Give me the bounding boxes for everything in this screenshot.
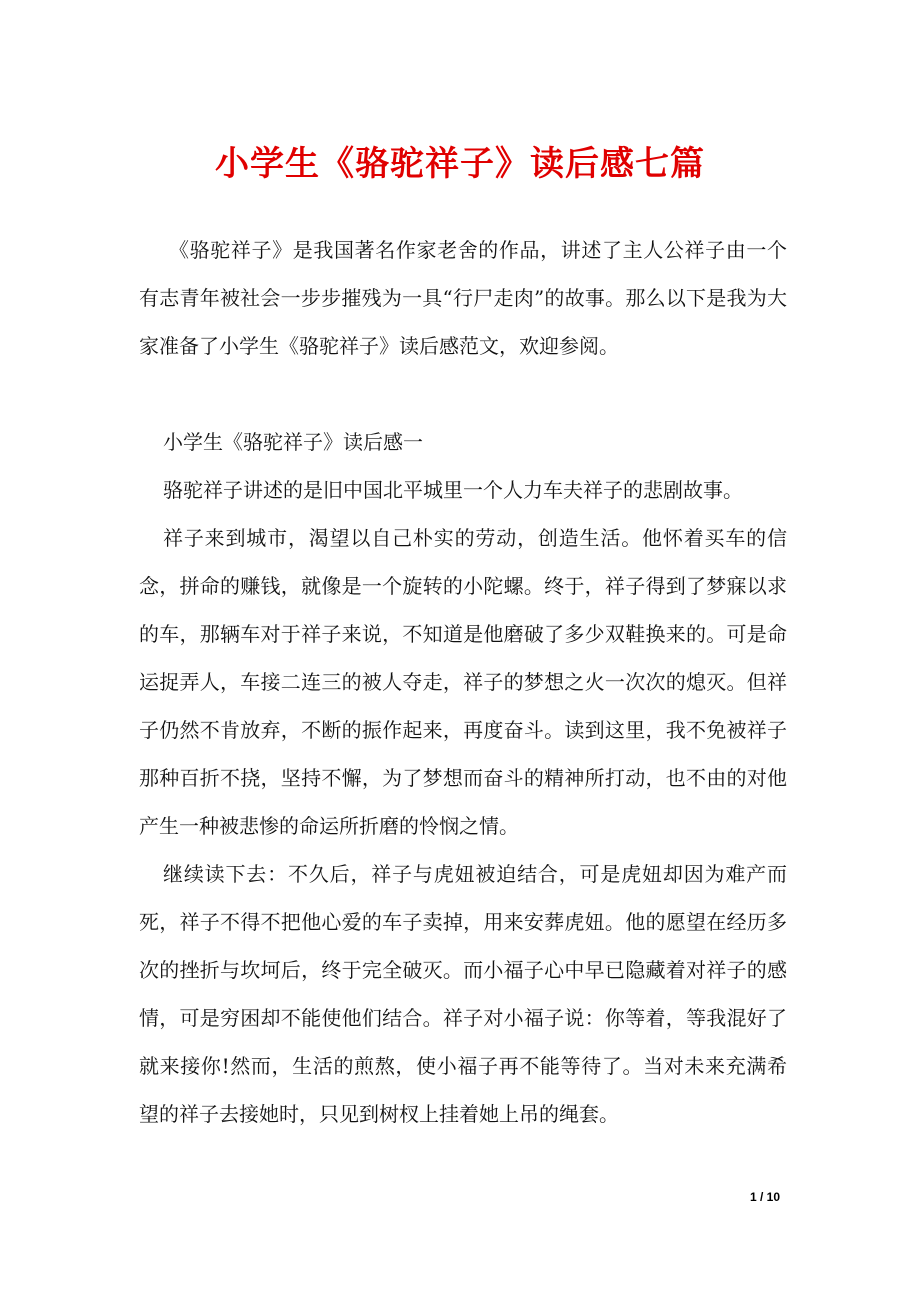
body-paragraph: 骆驼祥子讲述的是旧中国北平城里一个人力车夫祥子的悲剧故事。 [163,478,743,502]
section-heading: 小学生《骆驼祥子》读后感一 [163,430,423,454]
document-title: 小学生《骆驼祥子》读后感七篇 [215,144,705,184]
intro-paragraph: 《骆驼祥子》是我国著名作家老舍的作品，讲述了主人公祥子由一个有志青年被社会一步步摧残为一具“行尸走肉”的故事。那么以下是我为大家准备了小学生《骆驼祥子》读后感范文，欢迎参阅。 [139,238,787,358]
page-number: 1 / 10 [749,1190,780,1204]
body-paragraph: 祥子来到城市，渴望以自己朴实的劳动，创造生活。他怀着买车的信念，拼命的赚钱，就像是一个旋转的小陀螺。终于，祥子得到了梦寐以求的车，那辆车对于祥子来说，不知道是他磨破了多少双鞋换来的。可是命运捉弄人，车接二连三的被人夺走，祥子的梦想之火一次次的熄灭。但祥子仍然不肯放弃，不断的振作起来，再度奋斗。读到这里，我不免被祥子那种百折不挠，坚持不懈，为了梦想而奋斗的精神所打动，也不由的对他产生一种被悲惨的命运所折磨的怜悯之情。 [139,526,787,838]
document-body [139,226,787,1138]
body-paragraph: 继续读下去：不久后，祥子与虎妞被迫结合，可是虎妞却因为难产而死，祥子不得不把他心爱的车子卖掉，用来安葬虎妞。他的愿望在经历多次的挫折与坎坷后，终于完全破灭。而小福子心中早已隐藏着对祥子的感情，可是穷困却不能使他们结合。祥子对小福子说：你等着，等我混好了就来接你!然而，生活的煎熬，使小福子再不能等待了。当对未来充满希望的祥子去接她时，只见到树杈上挂着她上吊的绳套。 [139,862,787,1126]
